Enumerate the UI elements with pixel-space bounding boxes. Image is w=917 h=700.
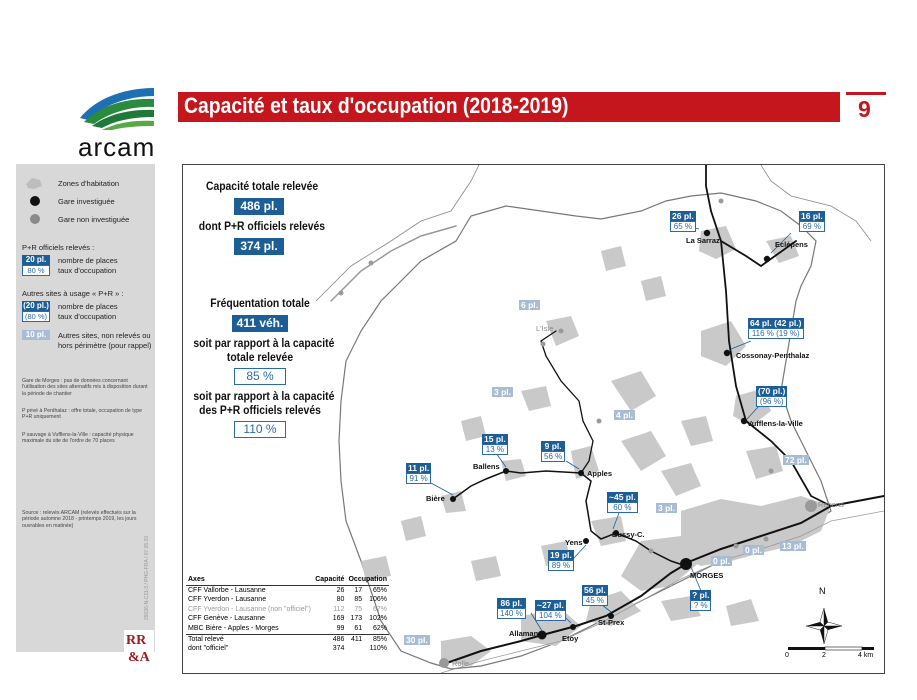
tag-other-30	[404, 635, 430, 645]
tag-other-4-cap: 4 pl.	[616, 410, 634, 420]
table-cell: 85	[354, 596, 363, 604]
place-la-sarraz: La Sarraz	[686, 236, 720, 245]
station-gray-10	[649, 549, 654, 554]
station-eclepens	[764, 256, 770, 262]
tag-other-3b	[656, 503, 677, 513]
table-cell: 99	[336, 624, 345, 632]
table-cell: 374	[332, 645, 345, 653]
table-cell: 112	[333, 605, 345, 613]
tag-other-lisle	[519, 300, 540, 310]
tag-morges-e	[690, 590, 711, 611]
legend-alt-line1: nombre de places	[58, 302, 118, 311]
table-cell	[346, 644, 364, 654]
tag-other-3a-cap: 3 pl.	[494, 387, 512, 397]
legend-source: Source : relevés ARCAM (relevés effectués sur la période automne 2018 - printemps 2019, les jours ouvrables en matinée)	[22, 510, 137, 529]
place-st-prex: St-Prex	[598, 618, 625, 627]
legend-pr-pct: 80 %	[22, 265, 50, 276]
station-gray-4	[769, 469, 774, 474]
table-cell: 67%	[372, 605, 387, 613]
tag-other-0b	[711, 556, 732, 566]
legend-other-badge: 10 pl.	[22, 330, 50, 340]
station-gray-5	[734, 544, 739, 549]
tag-yens-occ: 89 %	[548, 560, 574, 571]
page-title: Capacité et taux d'occupation (2018-2019)	[184, 93, 569, 118]
scale-bar	[788, 647, 874, 650]
tag-vufflens-occ: (96 %)	[756, 396, 787, 407]
tag-biere-occ: 91 %	[406, 473, 431, 484]
table-total-row	[186, 634, 389, 644]
table-cell: 62%	[372, 624, 387, 632]
place-biere: Bière	[426, 494, 445, 503]
table-official-row	[186, 644, 389, 654]
tag-other-3b-cap: 3 pl.	[658, 503, 676, 513]
place-renens: Renens	[818, 500, 844, 509]
place-eclepens: Eclépens	[775, 240, 808, 249]
station-apples	[578, 470, 584, 476]
tag-cossonay-occ: 116 % (19 %)	[748, 328, 804, 339]
table-header-capacity: Capacité	[313, 575, 346, 585]
station-rolle	[439, 658, 449, 668]
legend-alt-title: Autres sites à usage « P+R » :	[22, 289, 124, 298]
table-cell: MBC Bière - Apples - Morges	[188, 624, 279, 632]
stat-ratio1-line2: totale relevée	[226, 352, 294, 364]
stat-pr-label: dont P+R officiels relevés	[198, 221, 326, 233]
tag-st-prex	[582, 585, 608, 606]
table-cell: 80	[336, 596, 345, 604]
zone-icon	[24, 176, 44, 190]
legend-note-morges: Gare de Morges : pas de données concernant l'utilisation des sites alternatifs mis à disposition durant la période de chantier	[22, 378, 148, 397]
page-number: 9	[858, 96, 871, 122]
document-reference: 29026-N-C11-3 / PHG-FRA / 07.05.20	[144, 535, 150, 620]
place-ballens: Ballens	[473, 462, 500, 471]
table-row	[186, 624, 389, 634]
tag-etoy-occ: 104 %	[535, 610, 566, 621]
tag-etoy-cap: ~27 pl.	[537, 600, 564, 610]
tag-apples-cap: 9 pl.	[541, 441, 565, 451]
tag-ballens-occ: 13 %	[482, 444, 508, 455]
stat-ratio2-line1: soit par rapport à la capacité	[193, 391, 335, 403]
tag-other-72-cap: 72 pl.	[785, 455, 807, 465]
tag-st-prex-cap: 56 pl.	[584, 585, 606, 595]
tag-ballens-cap: 15 pl.	[484, 434, 506, 444]
tag-other-0b-cap: 0 pl.	[713, 556, 731, 566]
tag-la-sarraz-occ: 65 %	[670, 221, 696, 232]
station-biere	[450, 496, 456, 502]
table-header-axes: Axes	[186, 575, 313, 585]
station-allaman	[538, 631, 547, 640]
tag-la-sarraz-cap: 26 pl.	[672, 211, 694, 221]
tag-eclepens-occ: 69 %	[799, 221, 825, 232]
stat-capacity-value: 486 pl.	[234, 198, 284, 215]
tag-other-13-cap: 13 pl.	[782, 541, 804, 551]
tag-other-0a	[743, 545, 764, 555]
legend-note-vufflens: P sauvage à Vufflens-la-Ville : capacité physique maximale du site de l'ordre de 70 places	[22, 432, 134, 445]
rail-old-line	[331, 226, 456, 301]
place-allaman: Allaman	[509, 629, 539, 638]
page-number-rule	[846, 92, 886, 95]
table-cell: 173	[350, 615, 363, 623]
scale-zero: 0	[785, 652, 789, 659]
table-cell: 61	[354, 624, 363, 632]
tag-biere	[406, 463, 431, 484]
tag-allaman	[497, 598, 526, 619]
station-ballens	[503, 468, 509, 474]
tag-ballens	[482, 434, 508, 455]
place-apples: Apples	[587, 469, 613, 478]
table-cell: CFF Genève - Lausanne	[188, 615, 266, 623]
station-morges	[680, 558, 692, 570]
place-cossonay: Cossonay-Penthalaz	[736, 351, 810, 360]
station-gray-7	[541, 342, 546, 347]
tag-etoy	[535, 600, 566, 621]
tag-vufflens-cap: (70 pl.)	[758, 386, 786, 396]
tag-other-3a	[492, 387, 513, 397]
tag-eclepens	[799, 211, 825, 232]
place-rolle: Rolle	[452, 659, 470, 668]
tag-bussy-cap: ~45 pl.	[609, 492, 636, 502]
stations	[339, 199, 818, 669]
legend-other-line1: Autres sites, non relevés ou	[58, 331, 151, 340]
table-cell: 17	[354, 586, 363, 594]
stat-ratio2-line2: des P+R officiels relevés	[199, 405, 321, 417]
station-renens	[805, 500, 817, 512]
tag-other-72	[783, 455, 809, 465]
legend-gare-non-inv: Gare non investiguée	[58, 215, 130, 224]
gare-non-investiguee-icon	[30, 214, 40, 224]
tag-other-0a-cap: 0 pl.	[745, 545, 763, 555]
tag-cossonay-cap: 64 pl. (42 pl.)	[750, 318, 802, 328]
tag-allaman-occ: 140 %	[497, 608, 526, 619]
table-cell: 85%	[364, 634, 389, 644]
place-lisle: L'Isle	[536, 324, 554, 333]
table-row	[186, 605, 389, 615]
tag-st-prex-occ: 45 %	[582, 595, 608, 606]
table-cell: 75	[354, 605, 363, 613]
legend-alt-pct: (80 %)	[22, 311, 50, 322]
tag-other-lisle-cap: 6 pl.	[521, 300, 539, 310]
table-row	[186, 585, 389, 595]
table-cell: 26	[336, 586, 345, 594]
station-gray-3	[597, 419, 602, 424]
scale-four: 4 km	[858, 652, 874, 659]
place-morges: MORGES	[690, 571, 724, 580]
table-row	[186, 595, 389, 605]
table-cell: CFF Yverdon - Lausanne	[188, 596, 267, 604]
place-etoy: Etoy	[562, 634, 579, 643]
table-cell: 411	[346, 634, 364, 644]
place-yens: Yens	[565, 538, 583, 547]
rra-logo	[124, 630, 154, 664]
table-cell: 65%	[372, 586, 387, 594]
tag-other-30-cap: 30 pl.	[406, 635, 428, 645]
tag-yens	[548, 550, 574, 571]
table-cell: 169	[332, 615, 345, 623]
legend-alt-badge: (20 pl.)	[23, 301, 49, 310]
legend-other-line2: hors périmètre (pour rappel)	[58, 341, 152, 350]
legend-pr-badge: 20 pl.	[22, 255, 50, 265]
stat-pr-value: 374 pl.	[234, 238, 284, 255]
table-cell: 102%	[369, 615, 387, 623]
scale-two: 2	[822, 652, 826, 659]
station-etoy	[570, 624, 576, 630]
legend-gare-inv: Gare investiguée	[58, 197, 115, 206]
stat-freq-value: 411 véh.	[232, 315, 288, 332]
legend-alt-line2: taux d'occupation	[58, 312, 117, 321]
tag-apples-occ: 56 %	[541, 451, 565, 462]
stat-ratio1-value: 85 %	[234, 368, 286, 385]
svg-text:&A: &A	[128, 650, 150, 664]
gare-investiguee-icon	[30, 196, 40, 206]
tag-eclepens-cap: 16 pl.	[801, 211, 823, 221]
logo-text: arcam	[78, 132, 156, 162]
compass-north-label: N	[819, 586, 826, 596]
stat-ratio2-value: 110 %	[234, 421, 286, 438]
tag-la-sarraz	[670, 211, 696, 232]
table-cell: 110%	[369, 645, 387, 653]
station-gray-1	[369, 261, 374, 266]
place-vufflens: Vufflens-la-Ville	[747, 419, 803, 428]
tag-morges-e-occ: ? %	[690, 600, 711, 611]
legend-pr-line2: taux d'occupation	[58, 266, 117, 275]
tag-yens-cap: 19 pl.	[550, 550, 572, 560]
tag-apples	[541, 441, 565, 462]
tag-biere-cap: 11 pl.	[408, 463, 430, 473]
station-yens	[583, 538, 589, 544]
legend-zones: Zones d'habitation	[58, 179, 120, 188]
tag-cossonay	[748, 318, 804, 339]
table-cell: 106%	[369, 596, 387, 604]
axes-table	[186, 575, 389, 654]
tag-other-4	[614, 410, 635, 420]
svg-text:RR: RR	[126, 633, 147, 648]
legend-pr-line1: nombre de places	[58, 256, 118, 265]
tag-allaman-cap: 86 pl.	[497, 598, 526, 608]
arcam-logo	[78, 88, 156, 130]
station-gray-9	[719, 199, 724, 204]
tag-bussy-occ: 60 %	[607, 502, 638, 513]
stat-ratio1-line1: soit par rapport à la capacité	[193, 338, 335, 350]
station-gray-8	[559, 329, 564, 334]
tag-vufflens	[756, 386, 787, 407]
legend-pr-title: P+R officiels relevés :	[22, 243, 95, 252]
tag-morges-e-cap: ? pl.	[692, 590, 710, 600]
table-cell: 486	[313, 634, 346, 644]
tag-bussy	[607, 492, 638, 513]
table-cell: dont "officiel"	[188, 645, 229, 653]
compass-rose	[806, 608, 842, 644]
station-gray-6	[764, 537, 769, 542]
table-header-occupation: Occupation	[346, 575, 389, 585]
place-bussy: Bussy-C.	[612, 530, 645, 539]
tag-other-13	[780, 541, 806, 551]
stat-freq-label: Fréquentation totale	[210, 298, 310, 310]
station-cossonay	[724, 350, 730, 356]
table-cell: CFF Vallorbe - Lausanne	[188, 586, 266, 594]
table-row	[186, 614, 389, 624]
cantonal-border	[316, 165, 479, 301]
table-cell: CFF Yverdon - Lausanne (non "officiel")	[188, 605, 311, 613]
station-gray-2	[339, 291, 344, 296]
legend-note-penthalaz: P privé à Penthalaz : offre totale, occupation de type P+R uniquement	[22, 408, 143, 421]
stat-capacity-label: Capacité totale relevée	[206, 181, 319, 193]
table-cell: Total relevé	[186, 634, 313, 644]
